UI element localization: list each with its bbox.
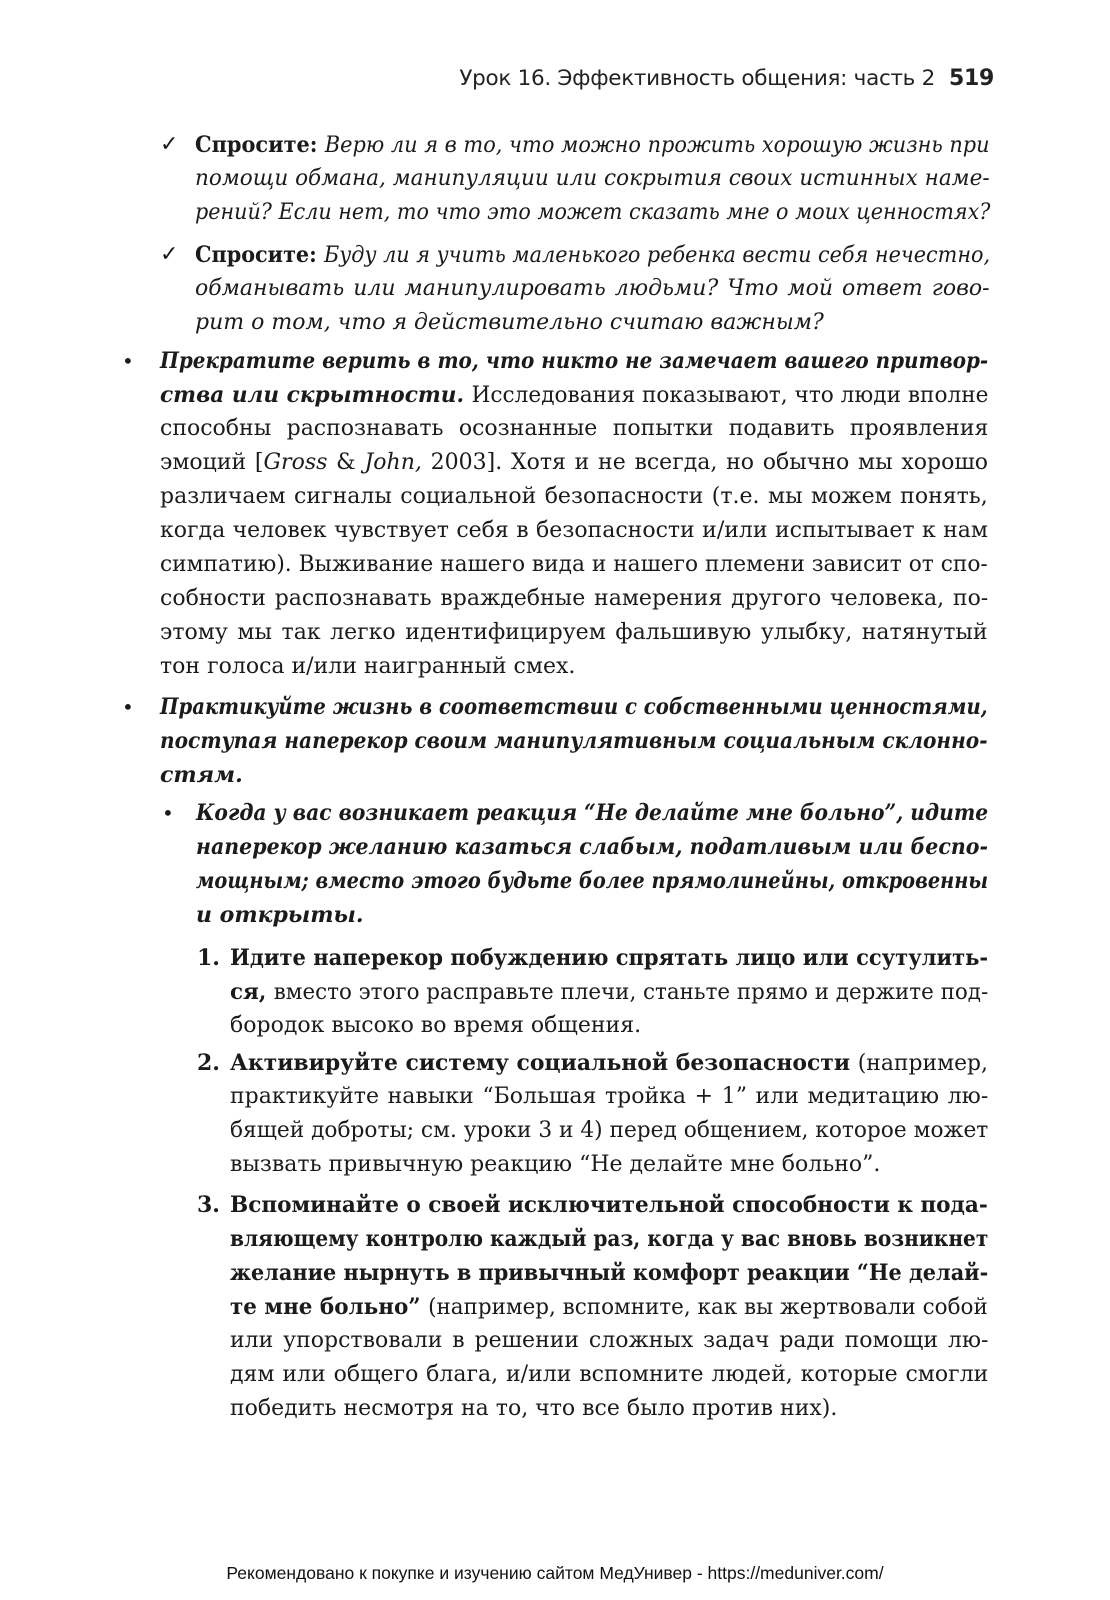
text-run: поступая наперекор своим манипулятивным социальным склонно-: [160, 728, 988, 754]
checkmark-icon: ✓: [160, 132, 179, 157]
text-run: рений? Если нет, то что это может сказать мне о моих ценностях?: [195, 200, 991, 225]
text-line: [160, 380, 988, 410]
running-title: Урок 16. Эффективность общения: часть 2: [459, 66, 935, 91]
text-run: помощи обмана, манипуляции или сокрытия своих истинных наме-: [195, 166, 990, 191]
text-line: [160, 346, 988, 376]
text-run: и открыты.: [196, 902, 364, 928]
text-line: [195, 198, 990, 228]
text-line: [230, 977, 988, 1007]
text-line: [160, 414, 988, 444]
text-run: (например, вспомните, как вы жертвовали собой: [428, 1295, 988, 1320]
text-run: собности распознавать враждебные намерения другого человека, по-: [160, 586, 989, 611]
text-line: [230, 1011, 641, 1041]
text-line: [230, 1116, 988, 1146]
text-run: мощным; вместо этого будьте более прямолинейны, откровенны: [196, 868, 989, 894]
bullet-icon: •: [122, 695, 134, 719]
text-run: этому мы так легко идентифицируем фальшивую улыбку, натянутый: [160, 620, 988, 645]
text-line: [195, 308, 824, 338]
text-line: [196, 900, 364, 930]
text-line: [196, 798, 988, 828]
text-line: [230, 1224, 988, 1254]
text-line: [230, 1258, 988, 1288]
page-number: 519: [948, 66, 994, 91]
bullet-icon: •: [162, 801, 174, 825]
text-run: Исследования показывают, что люди вполне: [471, 383, 989, 408]
text-line: [160, 726, 988, 756]
text-line: [160, 482, 988, 512]
text-line: [230, 943, 988, 973]
text-run: желание нырнуть в привычный комфорт реакции “Не делай-: [230, 1260, 989, 1286]
text-run: победить несмотря на то, что все было против них).: [230, 1396, 838, 1421]
text-line: [160, 516, 988, 546]
text-run: способны распознавать осознанные попытки подавить проявления: [160, 416, 989, 441]
text-run: Когда у вас возникает реакция “Не делайте мне больно”, идите: [196, 800, 989, 826]
text-run: симпатию). Выживание нашего вида и нашего племени зависит от спо-: [160, 552, 988, 577]
text-line: [195, 240, 990, 270]
text-run: или упорствовали в решении сложных задач ради помощи лю-: [230, 1328, 989, 1353]
text-line: [230, 1394, 837, 1424]
text-line: [230, 1048, 988, 1078]
text-line: [195, 130, 990, 160]
text-line: [230, 1360, 988, 1390]
text-line: [196, 866, 988, 896]
text-run: вызвать привычную реакцию “Не делайте мне больно”.: [230, 1152, 881, 1177]
text-line: [160, 618, 988, 648]
text-run: Спросите:: [195, 242, 325, 268]
text-run: наперекор желанию казаться слабым, податливым или беспо-: [196, 834, 988, 860]
checkmark-icon: ✓: [160, 242, 179, 267]
text-run: John,: [364, 450, 422, 475]
text-run: бящей доброты; см. уроки 3 и 4) перед общением, которое может: [230, 1118, 989, 1143]
bullet-icon: •: [122, 349, 134, 373]
text-run: &: [327, 450, 365, 475]
text-line: [160, 692, 988, 722]
text-line: [230, 1150, 880, 1180]
text-run: стям.: [160, 762, 243, 788]
list-number: 2.: [197, 1050, 220, 1076]
text-run: Буду ли я учить маленького ребенка вести себя нечестно,: [324, 243, 991, 268]
text-run: ства или скрытности.: [160, 382, 472, 408]
text-run: обманывать или манипулировать людьми? Что мой ответ гово-: [195, 276, 990, 301]
text-line: [160, 584, 988, 614]
text-run: (например,: [857, 1051, 989, 1076]
text-run: Практикуйте жизнь в соответствии с собственными ценностями,: [160, 694, 988, 720]
list-number: 1.: [197, 945, 220, 971]
text-run: Активируйте систему социальной безопасности: [230, 1050, 858, 1076]
text-run: Верю ли я в то, что можно прожить хорошую жизнь при: [324, 133, 990, 158]
text-line: [160, 760, 243, 790]
text-line: [195, 164, 990, 194]
text-line: [196, 832, 988, 862]
text-run: эмоций [: [160, 450, 264, 475]
text-line: [230, 1082, 988, 1112]
text-run: Прекратите верить в то, что никто не замечает вашего притвор-: [160, 348, 989, 374]
text-run: вляющему контролю каждый раз, когда у вас вновь возникнет: [230, 1226, 989, 1252]
list-number: 3.: [197, 1192, 220, 1218]
text-run: бородок высоко во время общения.: [230, 1013, 642, 1038]
text-line: [230, 1292, 988, 1322]
text-run: Спросите:: [195, 132, 325, 158]
text-run: когда человек чувствует себя в безопасности и/или испытывает к нам: [160, 518, 989, 543]
text-run: Идите наперекор побуждению спрятать лицо или ссутулить-: [230, 945, 989, 971]
text-run: тон голоса и/или наигранный смех.: [160, 654, 576, 679]
text-run: дям или общего блага, и/или вспомните людей, которые смогли: [230, 1362, 989, 1387]
text-run: Gross: [263, 450, 328, 475]
text-run: вместо этого расправьте плечи, станьте прямо и держите под-: [273, 980, 989, 1005]
text-run: практикуйте навыки “Большая тройка + 1” или медитацию лю-: [230, 1084, 989, 1109]
text-run: ся,: [230, 979, 274, 1005]
text-run: различаем сигналы социальной безопасности (т.е. мы можем понять,: [160, 484, 988, 509]
text-run: рит о том, что я действительно считаю важным?: [195, 310, 824, 335]
text-run: 2003]. Хотя и не всегда, но обычно мы хорошо: [421, 450, 989, 475]
text-line: [195, 274, 990, 304]
text-line: [230, 1326, 988, 1356]
text-line: [230, 1190, 988, 1220]
text-line: [160, 448, 988, 478]
text-line: [160, 652, 575, 682]
footer-note: Рекомендовано к покупке и изучению сайтом МедУнивер - https://meduniver.com/: [226, 1563, 884, 1583]
text-line: [160, 550, 988, 580]
text-run: те мне больно”: [230, 1294, 429, 1320]
text-run: Вспоминайте о своей исключительной способности к пода-: [230, 1192, 988, 1218]
